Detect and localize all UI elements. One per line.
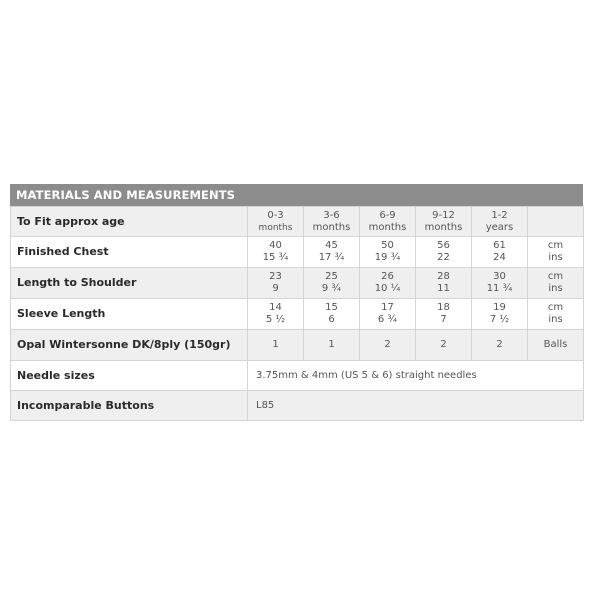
age-cell: 6-9 months [360,207,416,237]
age-cell: 9-12 months [416,207,472,237]
table-row-shoulder [11,268,584,299]
table-row-age [11,207,584,237]
stray-mark [580,420,581,421]
age-cell: 1-2 years [472,207,528,237]
row-label-needles: Needle sizes [11,361,248,391]
yarn-cell: 1 [248,330,304,361]
sleeve-cell: 14 5 ½ [248,299,304,330]
row-label-shoulder: Length to Shoulder [11,268,248,299]
table-row-needles [11,361,584,391]
chest-cell: 56 22 [416,237,472,268]
sleeve-cell: 15 6 [304,299,360,330]
shoulder-units: cm ins [528,268,584,299]
age-cell: 3-6 months [304,207,360,237]
sleeve-units: cm ins [528,299,584,330]
yarn-cell: 2 [472,330,528,361]
yarn-cell: 2 [360,330,416,361]
chest-cell: 40 15 ¾ [248,237,304,268]
shoulder-cell: 30 11 ¾ [472,268,528,299]
measurements-grid [10,206,584,421]
row-label-buttons: Incomparable Buttons [11,391,248,421]
table-row-yarn [11,330,584,361]
yarn-unit: Balls [528,330,584,361]
shoulder-cell: 25 9 ¾ [304,268,360,299]
sleeve-cell: 18 7 [416,299,472,330]
row-label-sleeve: Sleeve Length [11,299,248,330]
table-row-buttons [11,391,584,421]
needles-value: 3.75mm & 4mm (US 5 & 6) straight needles [248,361,584,391]
row-label-chest: Finished Chest [11,237,248,268]
chest-units: cm ins [528,237,584,268]
sleeve-cell: 17 6 ¾ [360,299,416,330]
row-label-age: To Fit approx age [11,207,248,237]
buttons-value: L85 [248,391,584,421]
shoulder-cell: 26 10 ¼ [360,268,416,299]
shoulder-cell: 23 9 [248,268,304,299]
shoulder-cell: 28 11 [416,268,472,299]
materials-measurements-table [10,184,583,421]
chest-cell: 50 19 ¾ [360,237,416,268]
table-row-sleeve [11,299,584,330]
table-title: MATERIALS AND MEASUREMENTS [10,184,583,206]
table-row-chest [11,237,584,268]
chest-cell: 45 17 ¾ [304,237,360,268]
sleeve-cell: 19 7 ½ [472,299,528,330]
yarn-cell: 2 [416,330,472,361]
age-unit-cell [528,207,584,237]
chest-cell: 61 24 [472,237,528,268]
row-label-yarn: Opal Wintersonne DK/8ply (150gr) [11,330,248,361]
age-cell: 0-3 months [248,207,304,237]
yarn-cell: 1 [304,330,360,361]
